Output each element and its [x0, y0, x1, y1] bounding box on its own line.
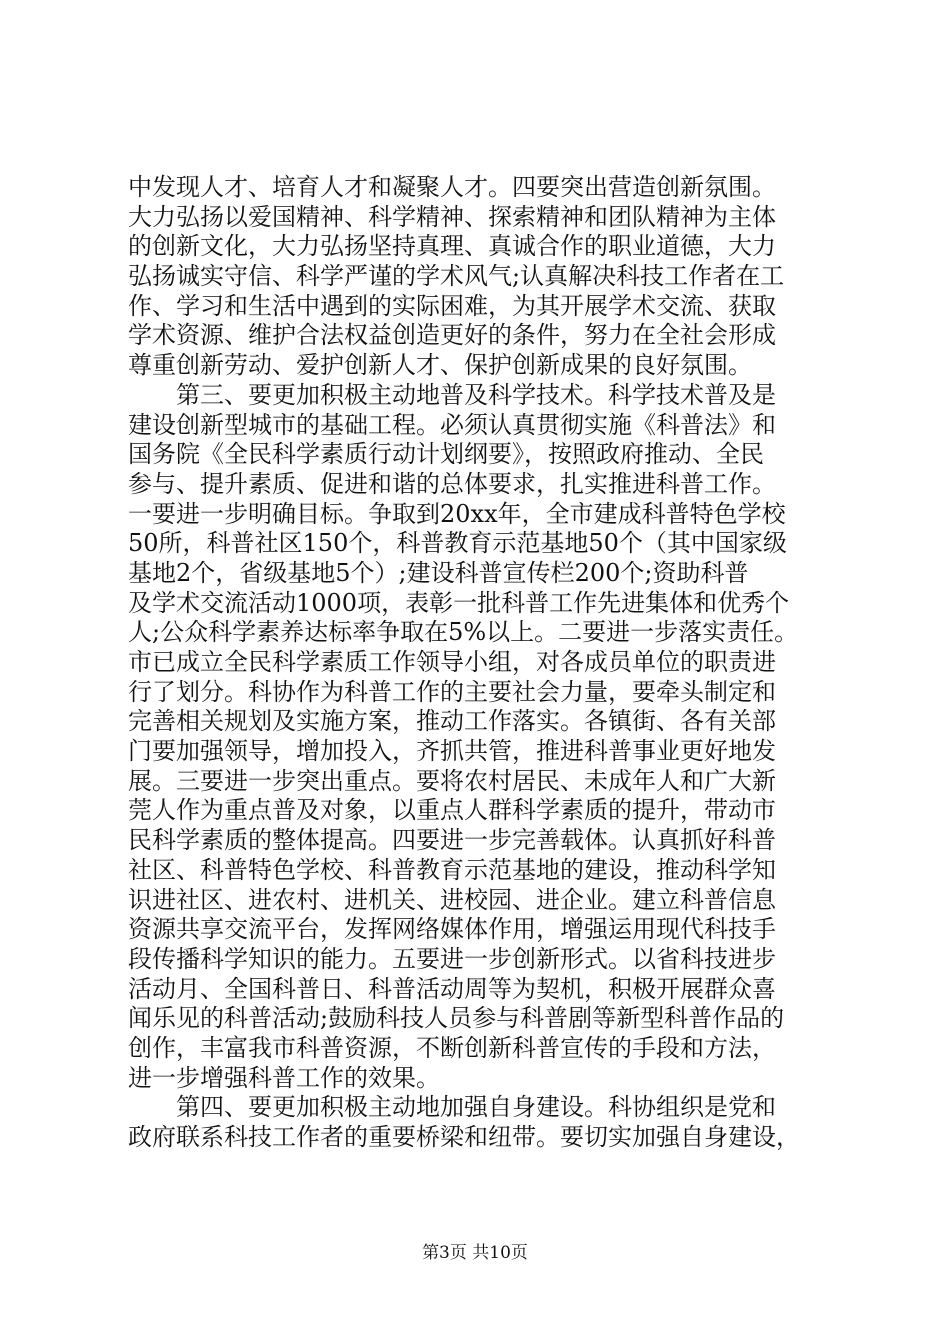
text-line: 市已成立全民科学素质工作领导小组，对各成员单位的职责进: [128, 648, 776, 676]
text-line: 进一步增强科普工作的效果。: [128, 1063, 440, 1092]
text-line: 创作，丰富我市科普资源，不断创新科普宣传的手段和方法，: [128, 1033, 776, 1062]
text-line: 识进社区、进农村、进机关、进校园、进企业。建立科普信息: [128, 885, 776, 914]
text-line: 行了划分。科协作为科普工作的主要社会力量，要牵头制定和: [128, 677, 776, 706]
text-line: 弘扬诚实守信、科学严谨的学术风气;认真解决科技工作者在工: [128, 262, 785, 291]
text-line: 学术资源、维护合法权益创造更好的条件，努力在全社会形成: [128, 321, 776, 350]
text-line: 活动月、全国科普日、科普活动周等为契机，积极开展群众喜: [128, 974, 776, 1003]
page-footer: [0, 1242, 950, 1264]
text-line: 段传播科学知识的能力。五要进一步创新形式。以省科技进步: [128, 944, 776, 973]
text-line: 尊重创新劳动、爱护创新人才、保护创新成果的良好氛围。: [128, 351, 752, 380]
text-line: 政府联系科技工作者的重要桥梁和纽带。要切实加强自身建设，: [128, 1123, 800, 1151]
text-line: 的创新文化，大力弘扬坚持真理、真诚合作的职业道德，大力: [128, 232, 776, 261]
text-line: 及学术交流活动1000项，表彰一批科普工作先进集体和优秀个: [128, 588, 790, 617]
text-line: 社区、科普特色学校、科普教育示范基地的建设，推动科学知: [128, 855, 776, 884]
text-line: 一要进一步明确目标。争取到20xx年，全市建成科普特色学校: [128, 499, 786, 528]
text-line: 国务院《全民科学素质行动计划纲要》，按照政府推动、全民: [128, 440, 764, 469]
text-line: 资源共享交流平台，发挥网络媒体作用，增强运用现代科技手: [128, 915, 776, 944]
text-line: 闻乐见的科普活动;鼓励科技人员参与科普剧等新型科普作品的: [128, 1004, 785, 1033]
body-text: [128, 173, 828, 1153]
text-line: 建设创新型城市的基础工程。必须认真贯彻实施《科普法》和: [128, 410, 776, 439]
paragraph-start-line: 第三、要更加积极主动地普及科学技术。科学技术普及是: [176, 380, 776, 409]
text-line: 门要加强领导，增加投入，齐抓共管，推进科普事业更好地发: [128, 737, 776, 766]
text-line: 中发现人才、培育人才和凝聚人才。四要突出营造创新氛围。: [128, 173, 776, 201]
paragraph-start-line: 第四、要更加积极主动地加强自身建设。科协组织是党和: [176, 1093, 776, 1122]
text-line: 基地2个，省级基地5个）;建设科普宣传栏200个;资助科普: [128, 558, 749, 587]
text-line: 展。三要进一步突出重点。要将农村居民、未成年人和广大新: [128, 766, 776, 795]
text-line: 作、学习和生活中遇到的实际困难，为其开展学术交流、获取: [128, 291, 776, 320]
text-line: 参与、提升素质、促进和谐的总体要求，扎实推进科普工作。: [128, 469, 776, 498]
text-line: 民科学素质的整体提高。四要进一步完善载体。认真抓好科普: [128, 826, 776, 855]
text-line: 莞人作为重点普及对象，以重点人群科学素质的提升，带动市: [128, 796, 776, 825]
text-line: 50所，科普社区150个，科普教育示范基地50个（其中国家级: [128, 529, 787, 558]
text-line: 人;公众科学素养达标率争取在5%以上。二要进一步落实责任。: [128, 618, 799, 647]
text-line: 大力弘扬以爱国精神、科学精神、探索精神和团队精神为主体: [128, 202, 776, 231]
page-number-label: 第3页 共10页: [422, 1243, 528, 1263]
text-line: 完善相关规划及实施方案，推动工作落实。各镇街、各有关部: [128, 707, 776, 736]
